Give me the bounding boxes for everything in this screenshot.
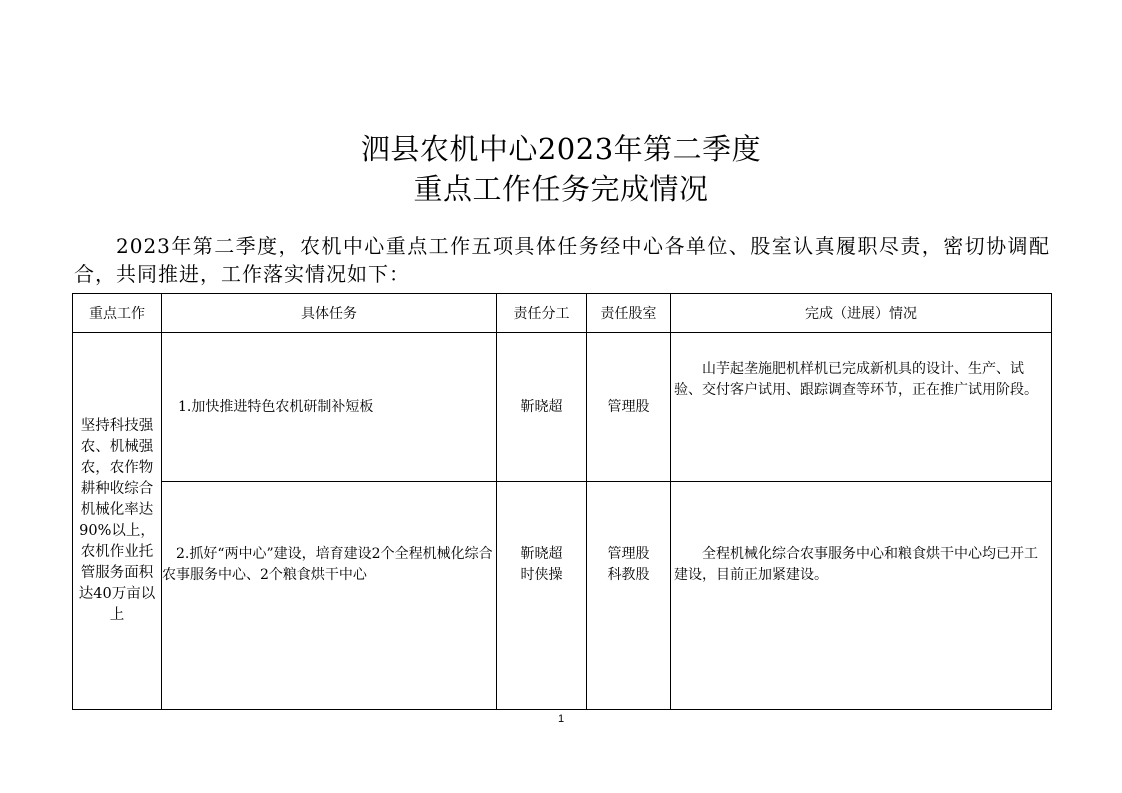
person-cell	[497, 482, 587, 710]
header-dept: 责任股室	[587, 294, 671, 333]
person-name: 靳晓超	[520, 398, 563, 415]
document-title-line2: 重点工作任务完成情况	[413, 172, 709, 206]
person-cell	[497, 333, 587, 482]
header-key-work: 重点工作	[73, 294, 162, 333]
dept-name: 科教股	[607, 567, 650, 583]
dept-cell	[587, 482, 671, 710]
person-name: 靳晓超	[520, 546, 563, 562]
key-work-cell: 坚持科技强农、机械强农，农作物耕种收综合机械化率达90%以上，农机作业托管服务面积达40万亩以上	[73, 333, 162, 710]
dept-name: 管理股	[607, 546, 650, 562]
dept-cell	[587, 333, 671, 482]
header-result: 完成（进展）情况	[671, 294, 1052, 333]
task-cell: 2.抓好“两中心”建设，培育建设2个全程机械化综合农事服务中心、2个粮食烘干中心	[162, 482, 497, 710]
table-row	[73, 333, 1052, 482]
page-number: 1	[557, 713, 565, 725]
task-cell: 1.加快推进特色农机研制补短板	[162, 333, 497, 482]
header-person: 责任分工	[497, 294, 587, 333]
person-name: 时侠操	[520, 567, 563, 583]
table-row	[73, 482, 1052, 710]
header-task: 具体任务	[162, 294, 497, 333]
document-title-line1: 泗县农机中心2023年第二季度	[360, 132, 762, 166]
result-cell: 全程机械化综合农事服务中心和粮食烘干中心均已开工建设，目前正加紧建设。	[671, 482, 1052, 710]
task-table	[72, 293, 1052, 710]
result-cell: 山芋起垄施肥机样机已完成新机具的设计、生产、试验、交付客户试用、跟踪调查等环节，正在推广试用阶段。	[671, 333, 1052, 482]
table-header-row	[73, 294, 1052, 333]
dept-name: 管理股	[607, 398, 650, 415]
intro-paragraph: 2023年第二季度，农机中心重点工作五项具体任务经中心各单位、股室认真履职尽责，密切协调配合，共同推进，工作落实情况如下：	[74, 234, 1050, 286]
